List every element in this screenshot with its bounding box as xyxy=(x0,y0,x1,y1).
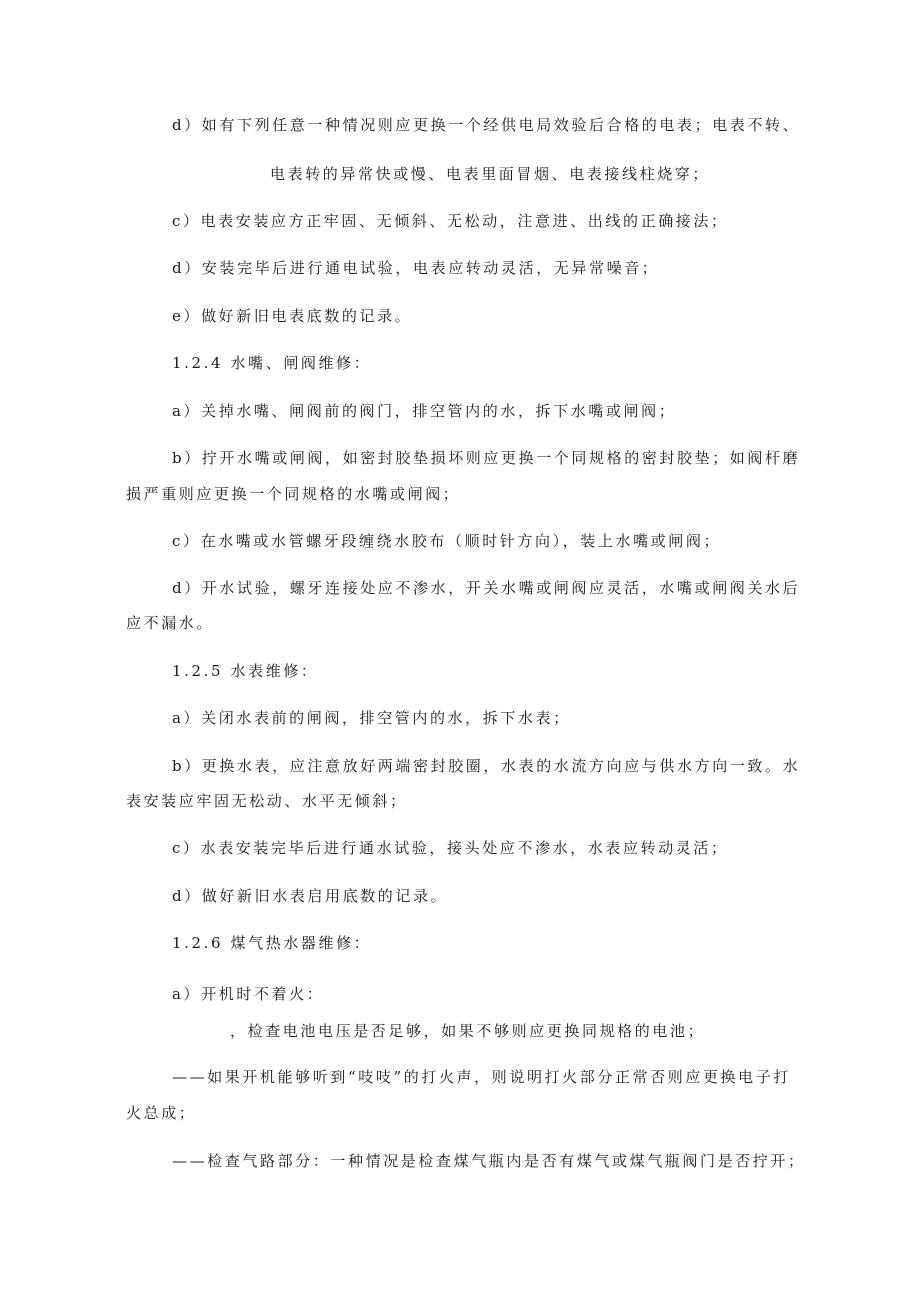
paragraph-line: d）安装完毕后进行通电试验，电表应转动灵活，无异常噪音； xyxy=(172,259,660,277)
paragraph-line: a）关掉水嘴、闸阀前的阀门，排空管内的水，拆下水嘴或闸阀； xyxy=(172,402,677,420)
paragraph-line: c）电表安装应方正牢固、无倾斜、无松动，注意进、出线的正确接法； xyxy=(172,212,729,230)
paragraph-line: 损严重则应更换一个同规格的水嘴或闸阀； xyxy=(126,485,461,503)
paragraph-line: d）做好新旧水表启用底数的记录。 xyxy=(172,887,449,905)
paragraph-line: 火总成； xyxy=(126,1104,197,1122)
paragraph-line: b）更换水表，应注意放好两端密封胶圈，水表的水流方向应与供水方向一致。水 xyxy=(172,757,801,775)
paragraph-line: c）水表安装完毕后进行通水试验，接头处应不渗水，水表应转动灵活； xyxy=(172,839,729,857)
section-heading: 1.2.5 水表维修： xyxy=(172,662,319,680)
paragraph-line: a）开机时不着火： xyxy=(172,985,325,1003)
section-heading: 1.2.4 水嘴、闸阀维修： xyxy=(172,354,372,372)
paragraph-line: d）开水试验，螺牙连接处应不渗水，开关水嘴或闸阀应灵活，水嘴或闸阀关水后 xyxy=(172,579,801,597)
paragraph-line: b）拧开水嘴或闸阀，如密封胶垫损坏则应更换一个同规格的密封胶垫；如阀杆磨 xyxy=(172,449,801,467)
paragraph-line: d）如有下列任意一种情况则应更换一个经供电局效验后合格的电表；电表不转、 xyxy=(172,116,801,134)
paragraph-line: 电表转的异常快或慢、电表里面冒烟、电表接线柱烧穿； xyxy=(270,165,711,183)
section-heading: 1.2.6 煤气热水器维修： xyxy=(172,934,372,952)
paragraph-line: ，检查电池电压是否足够，如果不够则应更换同规格的电池； xyxy=(230,1022,706,1040)
paragraph-line: 表安装应牢固无松动、水平无倾斜； xyxy=(126,792,408,810)
paragraph-line: e）做好新旧电表底数的记录。 xyxy=(172,307,413,325)
paragraph-line: ——检查气路部分：一种情况是检查煤气瓶内是否有煤气或煤气瓶阀门是否拧开； xyxy=(172,1152,806,1170)
paragraph-line: c）在水嘴或水管螺牙段缠绕水胶布（顺时针方向），装上水嘴或闸阀； xyxy=(172,532,722,550)
paragraph-line: ——如果开机能够听到“吱吱”的打火声，则说明打火部分正常否则应更换电子打 xyxy=(172,1068,791,1086)
paragraph-line: a）关闭水表前的闸阀，排空管内的水，拆下水表； xyxy=(172,709,571,727)
paragraph-line: 应不漏水。 xyxy=(126,614,215,632)
